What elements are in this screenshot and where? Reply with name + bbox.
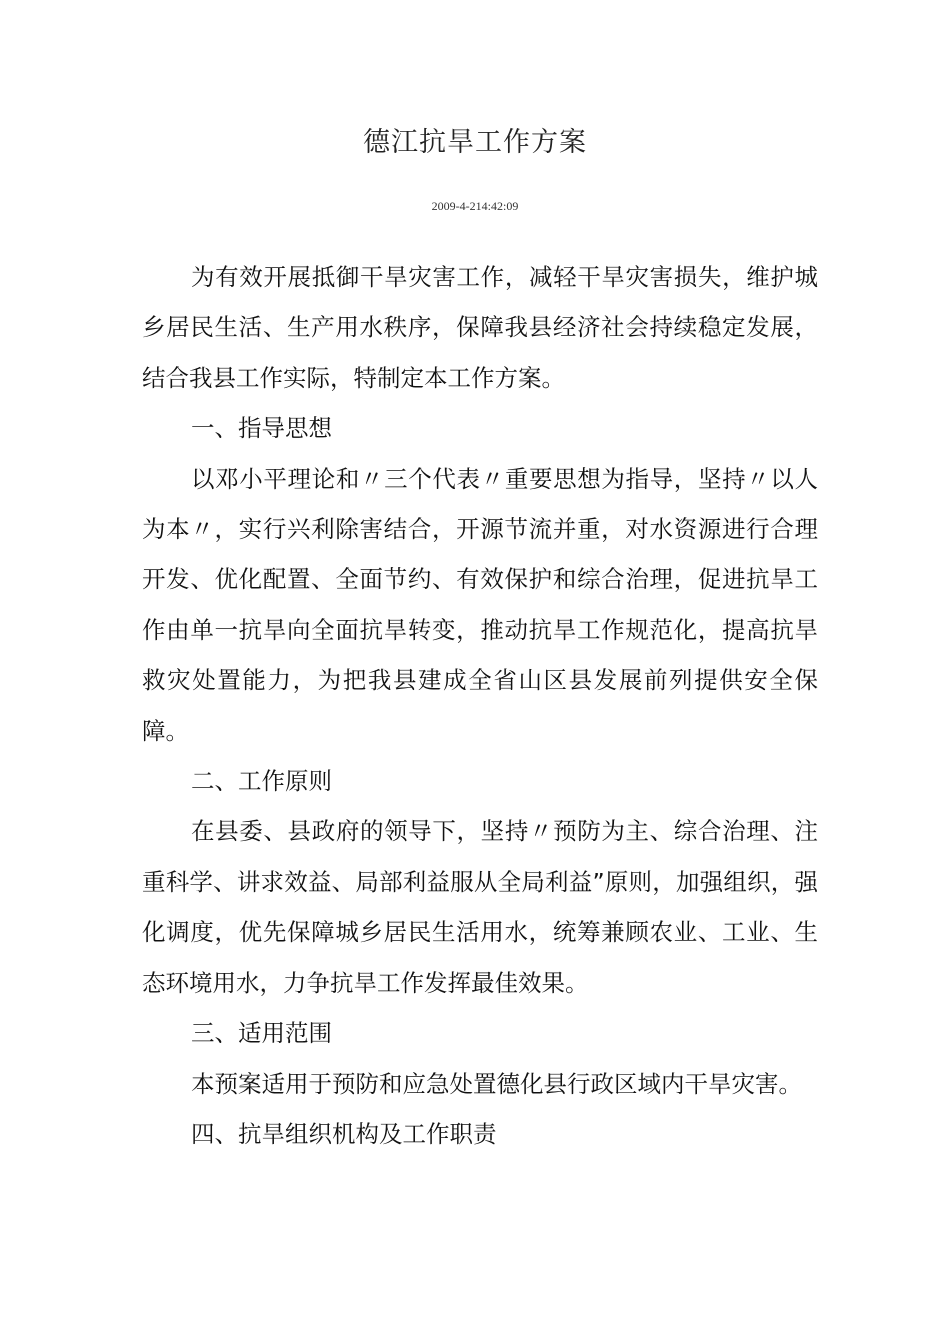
document-date: 2009-4-214:42:09 (431, 199, 519, 213)
section-heading-work-principles: 二、工作原则 (191, 767, 332, 796)
section-heading-scope: 三、适用范围 (191, 1019, 332, 1048)
paragraph-intro: 为有效开展抵御干旱灾害工作，减轻干旱灾害损失，维护城乡居民生活、生产用水秩序，保障我县经济社会持续稳定发展，结合我县工作实际，特制定本工作方案。 (142, 263, 818, 392)
document-title: 德江抗旱工作方案 (363, 127, 587, 158)
paragraph-work-principles: 在县委、县政府的领导下，坚持〃预防为主、综合治理、注重科学、讲求效益、局部利益服从全局利益”原则，加强组织，强化调度，优先保障城乡居民生活用水，统筹兼顾农业、工业、生态环境用水，力争抗旱工作发挥最佳效果。 (142, 817, 818, 997)
section-heading-guiding-ideology: 一、指导思想 (191, 414, 332, 443)
document-body (142, 252, 818, 1159)
section-heading-organization: 四、抗旱组织机构及工作职责 (191, 1119, 497, 1148)
paragraph-scope: 本预案适用于预防和应急处置德化县行政区域内干旱灾害。 (191, 1069, 802, 1098)
paragraph-guiding-ideology: 以邓小平理论和〃三个代表〃重要思想为指导，坚持〃以人为本〃，实行兴利除害结合，开源节流并重，对水资源进行合理开发、优化配置、全面节约、有效保护和综合治理，促进抗旱工作由单一抗旱向全面抗旱转变，推动抗旱工作规范化，提高抗旱救灾处置能力，为把我县建成全省山区县发展前列提供安全保障。 (142, 464, 818, 745)
